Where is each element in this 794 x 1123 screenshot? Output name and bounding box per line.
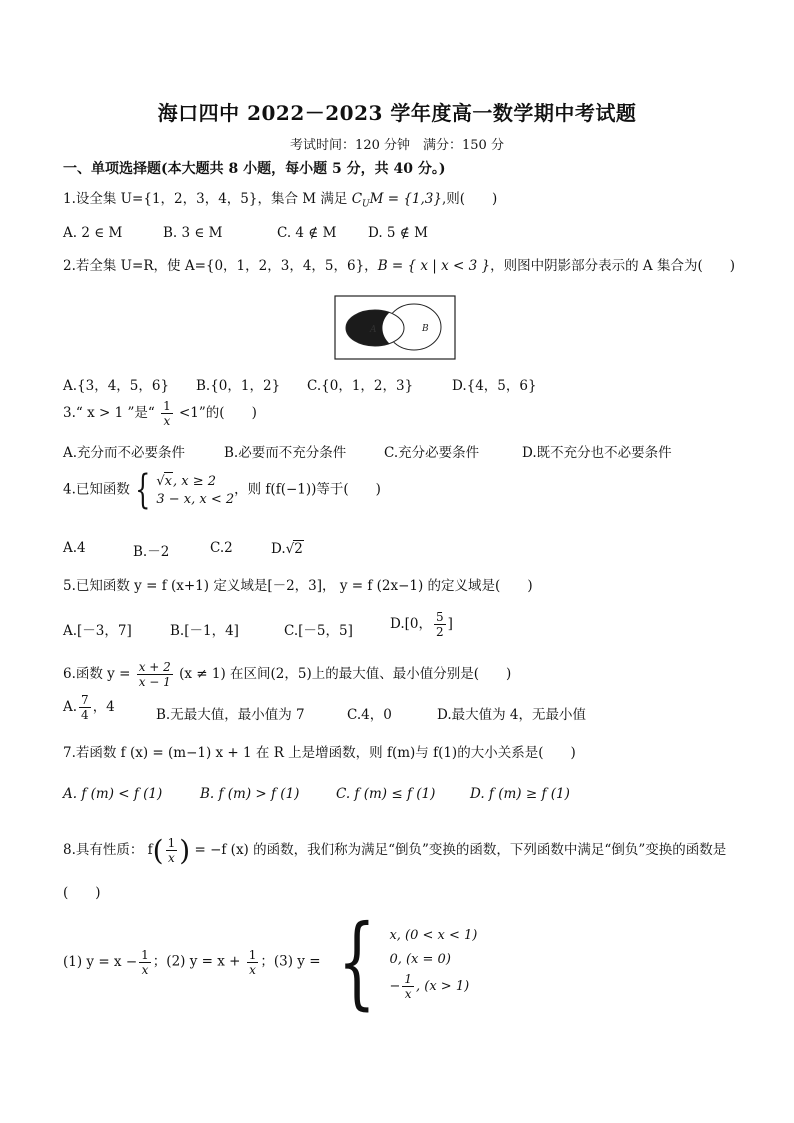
- q8-f2-num: 1: [248, 947, 257, 962]
- q5-option-c: C.[－5，5]: [284, 623, 353, 639]
- question-3-stem: [63, 399, 257, 428]
- q6-option-d: D.最大值为 4，无最小值: [437, 707, 587, 723]
- q1-option-c: C. 4 ∉ M: [277, 225, 337, 241]
- q2-option-a: A.{3，4，5，6}: [63, 378, 170, 394]
- question-2-stem: [63, 257, 735, 275]
- q5-frac-num: 5: [436, 610, 444, 624]
- q8-text-a: 8.具有性质： f: [63, 842, 153, 858]
- question-7-stem: 7.若函数 f (x) = (m−1) x + 1 在 R 上是增函数，则 f(m)与 f(1)的大小关系是( ): [63, 745, 576, 761]
- q8-f2-text: (2) y = x +: [166, 953, 245, 970]
- q6-option-a: [63, 693, 115, 722]
- q4-option-d-label: D.: [271, 541, 286, 557]
- q6-option-c: C.4，0: [347, 707, 392, 723]
- q7-option-a: A. f (m) < f (1): [63, 786, 163, 802]
- q4-option-d: D.√2: [271, 541, 303, 557]
- q3-option-b: B.必要而不充分条件: [224, 445, 347, 461]
- q8-f3-case-3-fraction: [402, 972, 414, 1001]
- venn-label-b: B: [422, 324, 429, 334]
- q1-option-d: D. 5 ∉ M: [368, 225, 428, 241]
- q8-f3-case-3-minus: −: [389, 978, 401, 994]
- q6-fraction: [137, 660, 173, 689]
- q6-option-b: B.无最大值，最小值为 7: [156, 707, 305, 723]
- q1-option-a: A. 2 ∈ M: [63, 225, 123, 241]
- q3-fraction: [161, 399, 173, 428]
- q8-f1-sep: ；: [152, 953, 167, 970]
- q8-answer-paren: ( ): [63, 885, 101, 901]
- q4-option-b: B.－2: [133, 544, 170, 560]
- q4-text-b: ，则 f(f(−1))等于( ): [234, 481, 381, 498]
- q3-text-a: 3.“ x > 1 ”是“: [63, 405, 160, 421]
- q1-text-c: ,则( ): [442, 191, 498, 207]
- q8-text-b: = −f (x) 的函数，我们称为满足“倒负”变换的函数，下列函数中满足“倒负”变换的函数是: [190, 842, 727, 858]
- q4-text-a: 4.已知函数: [63, 481, 130, 498]
- q1-complement-sub: U: [362, 199, 370, 210]
- q3-text-b: <1”的( ): [174, 405, 257, 421]
- q7-option-c: C. f (m) ≤ f (1): [336, 786, 436, 802]
- venn-label-a: A: [370, 325, 377, 335]
- question-5-stem: 5.已知函数 y = f (x+1) 定义域是[－2，3]， y = f (2x−1) 的定义域是( ): [63, 578, 533, 594]
- q8-f3-case-3: [389, 972, 477, 1001]
- question-8-stem: 8.具有性质： f( $\frac{1}{x}$ ) = −f (x) 的函数，我们称为满足“倒负”变换的函数，下列函数中满足“倒负”变换的函数是: [63, 833, 727, 867]
- q4-case-1: √x, x ≥ 2: [156, 473, 217, 489]
- q2-option-d: D.{4，5，6}: [452, 378, 537, 394]
- question-4-stem: [63, 467, 381, 513]
- q4-option-a: A.4: [63, 540, 86, 556]
- q8-f3-piecewise: { x, (0 < x < 1) 0, (x = 0) − $\frac{1}{x}$ , (x > 1): [337, 903, 478, 1020]
- q8-f2-sep: ；: [260, 953, 274, 970]
- q2-text-b: ，则图中阴影部分表示的 A 集合为( ): [490, 258, 735, 274]
- section-heading: 一、单项选择题(本大题共 8 小题，每小题 5 分，共 40 分。): [63, 161, 446, 177]
- q8-f2-fraction: [247, 948, 259, 977]
- q8-f3-text: (3) y =: [273, 953, 325, 970]
- q8-f1-fraction: [139, 948, 151, 977]
- q8-f3-c3-num: 1: [404, 971, 412, 986]
- q6-option-a-label: A.: [63, 699, 78, 715]
- q6-text-a: 6.函数 y =: [63, 666, 135, 682]
- q8-f1-text: (1) y = x −: [63, 954, 138, 970]
- q8-f3-case-3-cond: , (x > 1): [416, 978, 470, 994]
- q6-option-a-post: ，4: [92, 699, 115, 715]
- q5-frac-den: 2: [436, 625, 444, 639]
- q5-option-d-fraction: [434, 610, 446, 639]
- q4-case-1-radicand: x: [164, 473, 172, 489]
- question-1-stem: [63, 190, 497, 214]
- q8-functions: [63, 903, 478, 1020]
- q6-frac-num: x + 2: [138, 660, 171, 674]
- q5-option-a: A.[－3，7]: [63, 623, 132, 639]
- q6-option-a-fraction: [79, 693, 91, 722]
- q1-option-b: B. 3 ∈ M: [163, 225, 223, 241]
- q7-option-d: D. f (m) ≥ f (1): [470, 786, 570, 802]
- q3-option-d: D.既不充分也不必要条件: [522, 445, 672, 461]
- q2-option-c: C.{0，1，2，3}: [307, 378, 414, 394]
- q5-option-b: B.[－1，4]: [170, 623, 239, 639]
- q6-frac-den: x − 1: [138, 675, 171, 689]
- q4-option-d-radicand: 2: [294, 541, 303, 557]
- q3-frac-den: x: [163, 414, 171, 428]
- q5-option-d-post: ]: [447, 616, 453, 632]
- q2-text-a: 2.若全集 U=R，使 A={0，1，2，3，4，5，6}，: [63, 258, 378, 274]
- q4-piecewise: { √x, x ≥ 2 3 − x, x < 2: [134, 467, 235, 513]
- q8-f3-c3-den: x: [404, 986, 412, 1001]
- q1-text-a: 1.设全集 U={1，2，3，4，5}，集合 M 满足: [63, 191, 352, 207]
- q7-option-b: B. f (m) > f (1): [200, 786, 300, 802]
- q8-fraction: [166, 836, 178, 865]
- q8-f3-case-2: 0, (x = 0): [389, 951, 451, 967]
- q8-f3-case-1: x, (0 < x < 1): [389, 927, 478, 943]
- exam-subtitle: 考试时间：120 分钟 满分：150 分: [290, 138, 504, 153]
- q8-frac-num: 1: [167, 836, 176, 850]
- q8-f1-den: x: [141, 962, 149, 977]
- q5-option-d-pre: D.[0，: [390, 616, 432, 632]
- venn-diagram: [334, 295, 456, 360]
- q5-option-d: [390, 610, 453, 639]
- q4-case-1-cond: , x ≥ 2: [172, 473, 217, 489]
- q3-frac-num: 1: [163, 399, 171, 413]
- q4-option-c: C.2: [210, 540, 233, 556]
- q8-frac-den: x: [168, 851, 175, 865]
- q2-option-b: B.{0，1，2}: [196, 378, 281, 394]
- q1-set-expr: M = {1,3}: [369, 191, 442, 207]
- question-6-stem: [63, 660, 511, 689]
- q3-option-a: A.充分而不必要条件: [63, 445, 186, 461]
- exam-title: 海口四中 2022－2023 学年度高一数学期中考试题: [157, 101, 637, 125]
- q4-case-2: 3 − x, x < 2: [156, 491, 235, 507]
- q6-a-frac-num: 7: [81, 693, 89, 707]
- q6-a-frac-den: 4: [81, 708, 89, 722]
- q6-text-b: (x ≠ 1) 在区间(2，5)上的最大值、最小值分别是( ): [174, 666, 512, 682]
- q8-f1-num: 1: [141, 947, 149, 962]
- q1-complement-symbol: C: [351, 191, 363, 207]
- q3-option-c: C.充分必要条件: [384, 445, 480, 461]
- q8-f2-den: x: [249, 962, 256, 977]
- q2-set-b: B = { x | x < 3 }: [377, 258, 491, 274]
